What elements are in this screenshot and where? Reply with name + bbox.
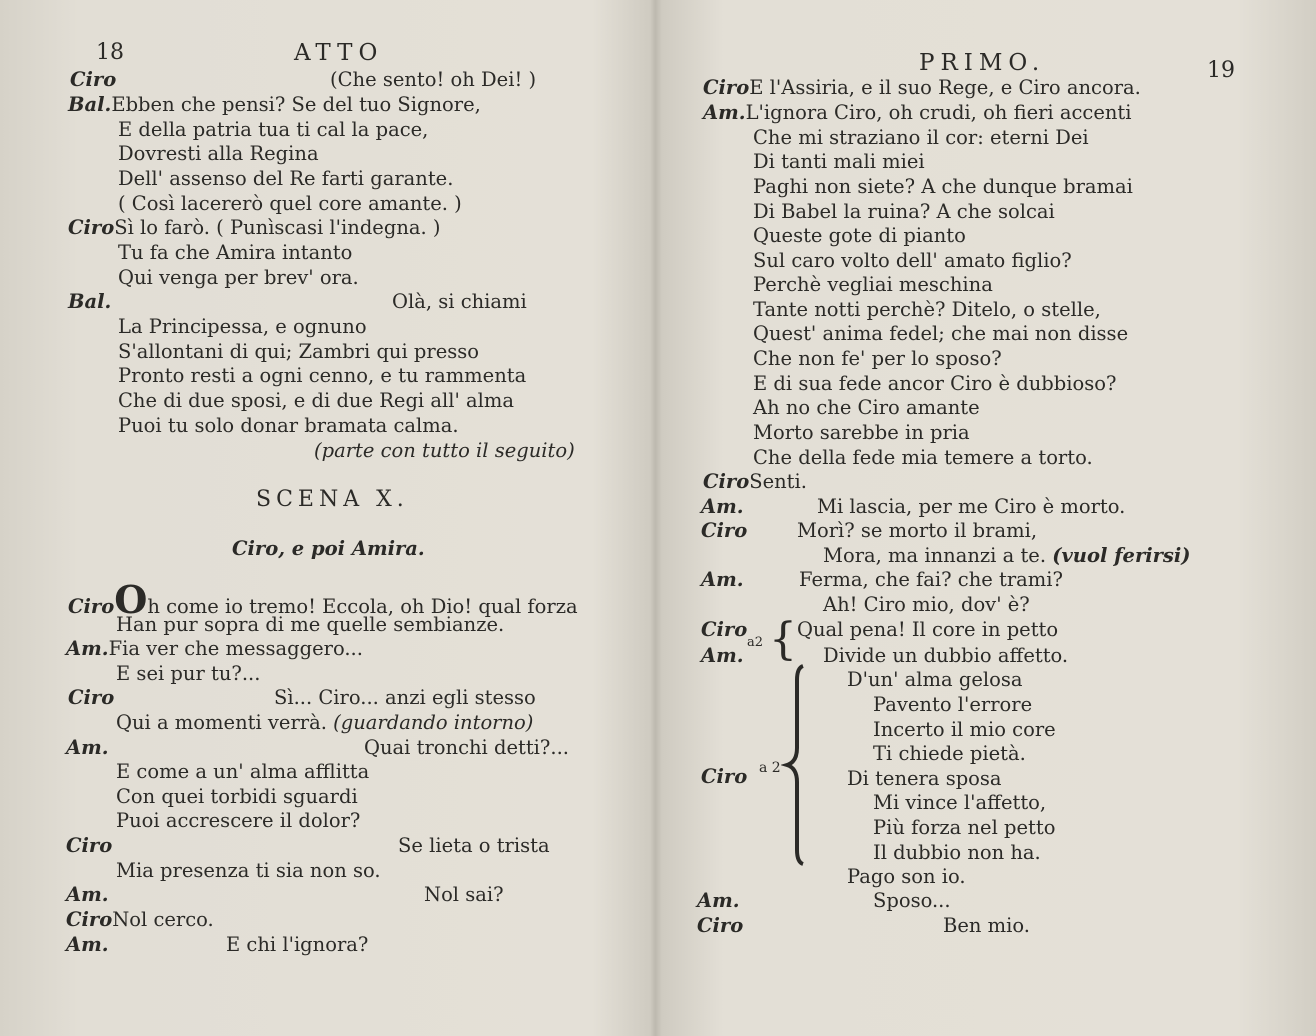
dialogue-line: Mi lascia, per me Ciro è morto. <box>817 495 1126 518</box>
dialogue-line: Perchè vegliai meschina <box>753 273 993 296</box>
dialogue-line: Qui a momenti verrà. (guardando intorno) <box>116 711 534 734</box>
dialogue-line: Qual pena! Il core in petto <box>797 618 1059 641</box>
dialogue-line: Se lieta o trista <box>398 834 550 857</box>
dialogue-line: Am. <box>701 568 744 591</box>
dialogue-line: Più forza nel petto <box>873 816 1056 839</box>
left-page <box>0 0 655 1036</box>
dialogue-line: Am.L'ignora Ciro, oh crudi, oh fieri accenti <box>703 101 1132 124</box>
a2-mark: a 2 <box>759 760 781 776</box>
dialogue-line: Mi vince l'affetto, <box>873 791 1047 814</box>
dialogue-line: E come a un' alma afflitta <box>116 760 370 783</box>
dialogue-line: Qui venga per brev' ora. <box>118 266 359 289</box>
dialogue-line: Ah! Ciro mio, dov' è? <box>823 593 1030 616</box>
dialogue-line: La Principessa, e ognuno <box>118 315 367 338</box>
dialogue-line: Quest' anima fedel; che mai non disse <box>753 322 1129 345</box>
dialogue-line: Puoi accrescere il dolor? <box>116 809 361 832</box>
dialogue-line: Quai tronchi detti?... <box>364 736 569 759</box>
dialogue-line: Di Babel la ruina? A che solcai <box>753 200 1055 223</box>
dialogue-line: Dell' assenso del Re farti garante. <box>118 167 454 190</box>
dialogue-line: Queste gote di pianto <box>753 224 966 247</box>
dialogue-line: Tu fa che Amira intanto <box>118 241 353 264</box>
dialogue-line: Tante notti perchè? Ditelo, o stelle, <box>753 298 1101 321</box>
dialogue-line: ( Così lacererò quel core amante. ) <box>118 192 462 215</box>
dialogue-line: Morto sarebbe in pria <box>753 421 970 444</box>
curly-brace: { <box>769 614 797 665</box>
dialogue-line: Am. <box>701 495 744 518</box>
dialogue-line: Ciro <box>68 686 115 709</box>
dialogue-line: Han pur sopra di me quelle sembianze. <box>116 613 505 636</box>
dialogue-line: Am. <box>66 933 109 956</box>
dialogue-line: Am. <box>701 644 744 667</box>
dialogue-line: E chi l'ignora? <box>226 933 369 956</box>
dialogue-line: E di sua fede ancor Ciro è dubbioso? <box>753 372 1117 395</box>
dialogue-line: CiroNol cerco. <box>66 908 214 931</box>
dialogue-line: CiroE l'Assiria, e il suo Rege, e Ciro ancora. <box>703 76 1141 99</box>
dialogue-line: Mora, ma innanzi a te. (vuol ferirsi) <box>823 544 1191 567</box>
dialogue-line: Nol sai? <box>424 883 504 906</box>
dialogue-line: Am. <box>697 889 740 912</box>
dialogue-line: Il dubbio non ha. <box>873 841 1041 864</box>
dialogue-line: Mia presenza ti sia non so. <box>116 859 381 882</box>
large-brace <box>781 662 817 868</box>
dialogue-line: Olà, si chiami <box>392 290 527 313</box>
scene-title: SCENA X. <box>256 487 409 512</box>
scene-characters: Ciro, e poi Amira. <box>232 537 425 560</box>
dialogue-line: Ben mio. <box>943 914 1030 937</box>
dialogue-line: Am.Fia ver che messaggero... <box>66 637 363 660</box>
dialogue-line: Divide un dubbio affetto. <box>823 644 1069 667</box>
dialogue-line: Che di due sposi, e di due Regi all' alma <box>118 389 514 412</box>
dialogue-line: E della patria tua ti cal la pace, <box>118 118 429 141</box>
dialogue-line: Di tanti mali miei <box>753 150 925 173</box>
dialogue-line: CiroSenti. <box>703 470 807 493</box>
dialogue-line: Sposo... <box>873 889 951 912</box>
page-number: 19 <box>1207 58 1235 83</box>
page-number: 18 <box>96 40 124 65</box>
a2-mark: a2 <box>747 635 764 650</box>
dialogue-line: E sei pur tu?... <box>116 662 261 685</box>
dialogue-line: Ciro <box>70 68 117 91</box>
dialogue-line: Paghi non siete? A che dunque bramai <box>753 175 1133 198</box>
dialogue-line: Bal.Ebben che pensi? Se del tuo Signore, <box>68 93 481 116</box>
dialogue-line: S'allontani di qui; Zambri qui presso <box>118 340 480 363</box>
dialogue-line: D'un' alma gelosa <box>847 668 1023 691</box>
dialogue-line: Ciro <box>66 834 113 857</box>
dialogue-line: Sì... Ciro... anzi egli stesso <box>274 686 536 709</box>
dialogue-line: Dovresti alla Regina <box>118 142 319 165</box>
dialogue-line: Am. <box>66 736 109 759</box>
dialogue-line: Con quei torbidi sguardi <box>116 785 358 808</box>
stage-direction: (parte con tutto il seguito) <box>314 439 575 462</box>
dialogue-line: CiroSì lo farò. ( Punìscasi l'indegna. ) <box>68 216 441 239</box>
dialogue-line: Morì? se morto il brami, <box>797 519 1038 542</box>
dialogue-line: Ti chiede pietà. <box>873 742 1026 765</box>
dialogue-line: Ciro <box>701 618 748 641</box>
running-head: ATTO <box>294 40 384 66</box>
dialogue-line: CiroOh come io tremo! Eccola, oh Dio! qual forza <box>68 577 578 622</box>
dialogue-line: (Che sento! oh Dei! ) <box>330 68 537 91</box>
right-page <box>657 0 1316 1036</box>
dialogue-line: Ciro <box>701 519 748 542</box>
dialogue-line: Ferma, che fai? che trami? <box>799 568 1063 591</box>
dialogue-line: Ciro <box>701 765 748 788</box>
dialogue-line: Incerto il mio core <box>873 718 1056 741</box>
dialogue-line: Che della fede mia temere a torto. <box>753 446 1093 469</box>
dialogue-line: Am. <box>66 883 109 906</box>
dialogue-line: Pronto resti a ogni cenno, e tu rammenta <box>118 364 527 387</box>
dialogue-line: Che non fe' per lo sposo? <box>753 347 1002 370</box>
dialogue-line: Pago son io. <box>847 865 966 888</box>
dialogue-line: Che mi straziano il cor: eterni Dei <box>753 126 1089 149</box>
dialogue-line: Puoi tu solo donar bramata calma. <box>118 414 459 437</box>
dialogue-line: Di tenera sposa <box>847 767 1002 790</box>
dialogue-line: Sul caro volto dell' amato figlio? <box>753 249 1072 272</box>
dialogue-line: Pavento l'errore <box>873 693 1033 716</box>
dialogue-line: Ciro <box>697 914 744 937</box>
dialogue-line: Ah no che Ciro amante <box>753 396 980 419</box>
running-head: PRIMO. <box>919 50 1046 76</box>
dialogue-line: Bal. <box>68 290 112 313</box>
